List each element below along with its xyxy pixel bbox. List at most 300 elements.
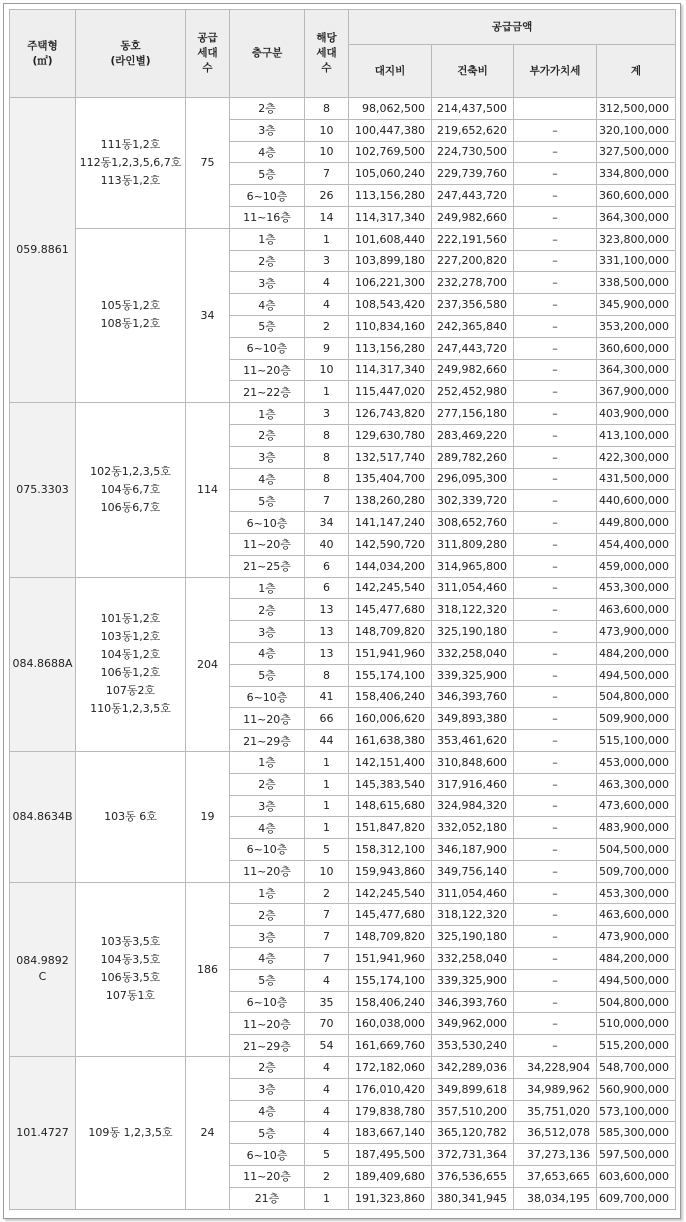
- vat-cell: 38,034,195: [514, 1187, 597, 1209]
- land-cost-cell: 142,151,400: [349, 751, 432, 773]
- building-cost-cell: 324,984,320: [432, 795, 514, 817]
- header-dong: 동호 (라인별): [76, 10, 186, 98]
- header-total: 계: [597, 45, 676, 98]
- supply-units-cell: 34: [186, 228, 230, 402]
- total-cell: 509,700,000: [597, 860, 676, 882]
- header-building: 건축비: [432, 45, 514, 98]
- land-cost-cell: 113,156,280: [349, 185, 432, 207]
- table-row: [10, 98, 676, 120]
- table-frame: [3, 3, 681, 1219]
- total-cell: 327,500,000: [597, 141, 676, 163]
- floor-cell: 6~10층: [230, 1144, 305, 1166]
- total-cell: 509,900,000: [597, 708, 676, 730]
- dong-line: 103동 6호: [104, 809, 157, 823]
- land-cost-cell: 176,010,420: [349, 1078, 432, 1100]
- floor-cell: 2층: [230, 904, 305, 926]
- vat-cell: –: [514, 882, 597, 904]
- vat-cell: –: [514, 294, 597, 316]
- unit-count-cell: 1: [305, 381, 349, 403]
- table-header: [10, 10, 676, 98]
- unit-count-cell: 13: [305, 621, 349, 643]
- floor-cell: 3층: [230, 272, 305, 294]
- unit-count-cell: 14: [305, 206, 349, 228]
- land-cost-cell: 114,317,340: [349, 359, 432, 381]
- land-cost-cell: 110,834,160: [349, 315, 432, 337]
- land-cost-cell: 126,743,820: [349, 403, 432, 425]
- unit-type-cell: 084.9892 C: [10, 882, 76, 1056]
- floor-cell: 21~22층: [230, 381, 305, 403]
- land-cost-cell: 158,406,240: [349, 686, 432, 708]
- total-cell: 312,500,000: [597, 98, 676, 120]
- land-cost-cell: 135,404,700: [349, 468, 432, 490]
- dong-lines-cell: [76, 403, 186, 577]
- vat-cell: –: [514, 381, 597, 403]
- vat-cell: –: [514, 795, 597, 817]
- unit-count-cell: 8: [305, 664, 349, 686]
- building-cost-cell: 346,393,760: [432, 686, 514, 708]
- total-cell: 360,600,000: [597, 337, 676, 359]
- floor-cell: 11~16층: [230, 206, 305, 228]
- total-cell: 323,800,000: [597, 228, 676, 250]
- unit-count-cell: 10: [305, 119, 349, 141]
- unit-count-cell: 10: [305, 860, 349, 882]
- supply-price-table: [9, 9, 676, 1210]
- building-cost-cell: 318,122,320: [432, 904, 514, 926]
- unit-count-cell: 1: [305, 817, 349, 839]
- unit-count-cell: 3: [305, 250, 349, 272]
- total-cell: 331,100,000: [597, 250, 676, 272]
- unit-count-cell: 7: [305, 163, 349, 185]
- land-cost-cell: 183,667,140: [349, 1122, 432, 1144]
- floor-cell: 2층: [230, 599, 305, 621]
- total-cell: 515,200,000: [597, 1035, 676, 1057]
- floor-cell: 11~20층: [230, 860, 305, 882]
- total-cell: 560,900,000: [597, 1078, 676, 1100]
- floor-cell: 2층: [230, 424, 305, 446]
- unit-count-cell: 54: [305, 1035, 349, 1057]
- unit-count-cell: 4: [305, 272, 349, 294]
- total-cell: 453,300,000: [597, 577, 676, 599]
- land-cost-cell: 129,630,780: [349, 424, 432, 446]
- dong-line: 107동2호: [105, 684, 156, 698]
- unit-count-cell: 8: [305, 468, 349, 490]
- total-cell: 484,200,000: [597, 642, 676, 664]
- building-cost-cell: 353,530,240: [432, 1035, 514, 1057]
- total-cell: 494,500,000: [597, 664, 676, 686]
- vat-cell: 35,751,020: [514, 1100, 597, 1122]
- supply-units-cell: 75: [186, 98, 230, 229]
- land-cost-cell: 160,038,000: [349, 1013, 432, 1035]
- unit-count-cell: 5: [305, 1144, 349, 1166]
- unit-count-cell: 70: [305, 1013, 349, 1035]
- land-cost-cell: 148,615,680: [349, 795, 432, 817]
- table-body: [10, 98, 676, 1210]
- vat-cell: –: [514, 642, 597, 664]
- land-cost-cell: 145,383,540: [349, 773, 432, 795]
- total-cell: 585,300,000: [597, 1122, 676, 1144]
- building-cost-cell: 296,095,300: [432, 468, 514, 490]
- header-supply-units: 공급 세대 수: [186, 10, 230, 98]
- floor-cell: 4층: [230, 294, 305, 316]
- header-floor: 층구분: [230, 10, 305, 98]
- floor-cell: 21~25층: [230, 555, 305, 577]
- vat-cell: 34,989,962: [514, 1078, 597, 1100]
- land-cost-cell: 132,517,740: [349, 446, 432, 468]
- vat-cell: –: [514, 446, 597, 468]
- land-cost-cell: 114,317,340: [349, 206, 432, 228]
- land-cost-cell: 100,447,380: [349, 119, 432, 141]
- building-cost-cell: 325,190,180: [432, 621, 514, 643]
- unit-count-cell: 6: [305, 555, 349, 577]
- supply-units-cell: 204: [186, 577, 230, 751]
- dong-line: 106동6,7호: [100, 500, 161, 514]
- total-cell: 338,500,000: [597, 272, 676, 294]
- total-cell: 403,900,000: [597, 403, 676, 425]
- vat-cell: –: [514, 490, 597, 512]
- building-cost-cell: 376,536,655: [432, 1166, 514, 1188]
- dong-line: 109동 1,2,3,5호: [88, 1125, 173, 1139]
- building-cost-cell: 302,339,720: [432, 490, 514, 512]
- vat-cell: –: [514, 403, 597, 425]
- total-cell: 473,600,000: [597, 795, 676, 817]
- header-amount: 공급금액: [349, 10, 676, 45]
- total-cell: 473,900,000: [597, 926, 676, 948]
- vat-cell: –: [514, 599, 597, 621]
- building-cost-cell: 311,809,280: [432, 533, 514, 555]
- vat-cell: –: [514, 185, 597, 207]
- total-cell: 413,100,000: [597, 424, 676, 446]
- dong-lines-cell: [76, 882, 186, 1056]
- vat-cell: –: [514, 708, 597, 730]
- building-cost-cell: 247,443,720: [432, 337, 514, 359]
- building-cost-cell: 349,756,140: [432, 860, 514, 882]
- unit-count-cell: 4: [305, 969, 349, 991]
- building-cost-cell: 249,982,660: [432, 359, 514, 381]
- unit-type-cell: 084.8634B: [10, 751, 76, 882]
- unit-count-cell: 2: [305, 1166, 349, 1188]
- vat-cell: –: [514, 555, 597, 577]
- total-cell: 440,600,000: [597, 490, 676, 512]
- building-cost-cell: 227,200,820: [432, 250, 514, 272]
- land-cost-cell: 145,477,680: [349, 599, 432, 621]
- land-cost-cell: 191,323,860: [349, 1187, 432, 1209]
- dong-line: 105동1,2호: [100, 299, 161, 313]
- building-cost-cell: 242,365,840: [432, 315, 514, 337]
- dong-line: 104동1,2호: [100, 648, 161, 662]
- unit-count-cell: 2: [305, 315, 349, 337]
- building-cost-cell: 332,258,040: [432, 948, 514, 970]
- vat-cell: –: [514, 468, 597, 490]
- dong-lines-cell: [76, 228, 186, 402]
- unit-count-cell: 5: [305, 839, 349, 861]
- land-cost-cell: 155,174,100: [349, 969, 432, 991]
- floor-cell: 6~10층: [230, 991, 305, 1013]
- floor-cell: 11~20층: [230, 533, 305, 555]
- floor-cell: 6~10층: [230, 686, 305, 708]
- floor-cell: 4층: [230, 468, 305, 490]
- unit-count-cell: 4: [305, 1057, 349, 1079]
- vat-cell: –: [514, 141, 597, 163]
- vat-cell: –: [514, 904, 597, 926]
- unit-count-cell: 1: [305, 773, 349, 795]
- building-cost-cell: 325,190,180: [432, 926, 514, 948]
- floor-cell: 3층: [230, 446, 305, 468]
- land-cost-cell: 159,943,860: [349, 860, 432, 882]
- vat-cell: –: [514, 686, 597, 708]
- land-cost-cell: 155,174,100: [349, 664, 432, 686]
- building-cost-cell: 249,982,660: [432, 206, 514, 228]
- land-cost-cell: 158,312,100: [349, 839, 432, 861]
- unit-count-cell: 41: [305, 686, 349, 708]
- unit-count-cell: 1: [305, 1187, 349, 1209]
- floor-cell: 5층: [230, 1122, 305, 1144]
- supply-units-cell: 19: [186, 751, 230, 882]
- vat-cell: –: [514, 1013, 597, 1035]
- unit-count-cell: 13: [305, 642, 349, 664]
- vat-cell: –: [514, 860, 597, 882]
- unit-count-cell: 4: [305, 1122, 349, 1144]
- total-cell: 463,600,000: [597, 904, 676, 926]
- unit-count-cell: 1: [305, 751, 349, 773]
- unit-count-cell: 7: [305, 490, 349, 512]
- unit-count-cell: 6: [305, 577, 349, 599]
- floor-cell: 21~29층: [230, 730, 305, 752]
- supply-units-cell: 114: [186, 403, 230, 577]
- vat-cell: –: [514, 751, 597, 773]
- building-cost-cell: 342,289,036: [432, 1057, 514, 1079]
- floor-cell: 5층: [230, 490, 305, 512]
- table-row: [10, 882, 676, 904]
- land-cost-cell: 151,941,960: [349, 642, 432, 664]
- floor-cell: 3층: [230, 926, 305, 948]
- unit-type-cell: 101.4727: [10, 1057, 76, 1210]
- land-cost-cell: 141,147,240: [349, 512, 432, 534]
- dong-line: 106동1,2호: [100, 666, 161, 680]
- building-cost-cell: 346,187,900: [432, 839, 514, 861]
- building-cost-cell: 339,325,900: [432, 664, 514, 686]
- unit-count-cell: 8: [305, 98, 349, 120]
- land-cost-cell: 142,245,540: [349, 882, 432, 904]
- floor-cell: 21~29층: [230, 1035, 305, 1057]
- unit-type-cell: 084.8688A: [10, 577, 76, 751]
- unit-count-cell: 10: [305, 359, 349, 381]
- floor-cell: 3층: [230, 1078, 305, 1100]
- table-row: [10, 403, 676, 425]
- table-row: [10, 577, 676, 599]
- unit-count-cell: 66: [305, 708, 349, 730]
- floor-cell: 1층: [230, 882, 305, 904]
- floor-cell: 11~20층: [230, 708, 305, 730]
- floor-cell: 4층: [230, 642, 305, 664]
- building-cost-cell: 332,052,180: [432, 817, 514, 839]
- dong-line: 111동1,2호: [100, 137, 161, 151]
- floor-cell: 3층: [230, 795, 305, 817]
- total-cell: 360,600,000: [597, 185, 676, 207]
- dong-line: 108동1,2호: [100, 317, 161, 331]
- total-cell: 515,100,000: [597, 730, 676, 752]
- table-row: [10, 751, 676, 773]
- total-cell: 483,900,000: [597, 817, 676, 839]
- unit-count-cell: 7: [305, 948, 349, 970]
- building-cost-cell: 247,443,720: [432, 185, 514, 207]
- unit-count-cell: 4: [305, 1100, 349, 1122]
- dong-lines-cell: [76, 1057, 186, 1210]
- unit-count-cell: 2: [305, 882, 349, 904]
- floor-cell: 3층: [230, 621, 305, 643]
- land-cost-cell: 148,709,820: [349, 621, 432, 643]
- building-cost-cell: 311,054,460: [432, 577, 514, 599]
- dong-line: 103동1,2호: [100, 630, 161, 644]
- floor-cell: 1층: [230, 403, 305, 425]
- land-cost-cell: 142,245,540: [349, 577, 432, 599]
- land-cost-cell: 115,447,020: [349, 381, 432, 403]
- vat-cell: –: [514, 1035, 597, 1057]
- unit-count-cell: 35: [305, 991, 349, 1013]
- dong-line: 104동6,7호: [100, 482, 161, 496]
- floor-cell: 4층: [230, 817, 305, 839]
- building-cost-cell: 219,652,620: [432, 119, 514, 141]
- building-cost-cell: 283,469,220: [432, 424, 514, 446]
- total-cell: 548,700,000: [597, 1057, 676, 1079]
- land-cost-cell: 102,769,500: [349, 141, 432, 163]
- unit-count-cell: 3: [305, 403, 349, 425]
- building-cost-cell: 289,782,260: [432, 446, 514, 468]
- vat-cell: –: [514, 577, 597, 599]
- vat-cell: –: [514, 337, 597, 359]
- land-cost-cell: 108,543,420: [349, 294, 432, 316]
- vat-cell: 37,653,665: [514, 1166, 597, 1188]
- vat-cell: –: [514, 250, 597, 272]
- vat-cell: –: [514, 163, 597, 185]
- vat-cell: –: [514, 119, 597, 141]
- building-cost-cell: 339,325,900: [432, 969, 514, 991]
- floor-cell: 2층: [230, 250, 305, 272]
- unit-count-cell: 8: [305, 446, 349, 468]
- vat-cell: –: [514, 424, 597, 446]
- building-cost-cell: 310,848,600: [432, 751, 514, 773]
- total-cell: 453,000,000: [597, 751, 676, 773]
- total-cell: 473,900,000: [597, 621, 676, 643]
- vat-cell: –: [514, 621, 597, 643]
- table-row: [10, 228, 676, 250]
- floor-cell: 5층: [230, 664, 305, 686]
- land-cost-cell: 151,847,820: [349, 817, 432, 839]
- unit-count-cell: 7: [305, 904, 349, 926]
- floor-cell: 1층: [230, 751, 305, 773]
- dong-lines-cell: [76, 751, 186, 882]
- building-cost-cell: 214,437,500: [432, 98, 514, 120]
- building-cost-cell: 224,730,500: [432, 141, 514, 163]
- land-cost-cell: 151,941,960: [349, 948, 432, 970]
- land-cost-cell: 142,590,720: [349, 533, 432, 555]
- vat-cell: –: [514, 359, 597, 381]
- building-cost-cell: 349,899,618: [432, 1078, 514, 1100]
- floor-cell: 6~10층: [230, 337, 305, 359]
- dong-line: 102동1,2,3,5호: [90, 464, 171, 478]
- land-cost-cell: 148,709,820: [349, 926, 432, 948]
- floor-cell: 11~20층: [230, 1166, 305, 1188]
- floor-cell: 6~10층: [230, 512, 305, 534]
- total-cell: 345,900,000: [597, 294, 676, 316]
- floor-cell: 1층: [230, 577, 305, 599]
- floor-cell: 11~20층: [230, 359, 305, 381]
- total-cell: 504,500,000: [597, 839, 676, 861]
- vat-cell: –: [514, 533, 597, 555]
- floor-cell: 4층: [230, 1100, 305, 1122]
- building-cost-cell: 349,962,000: [432, 1013, 514, 1035]
- land-cost-cell: 189,409,680: [349, 1166, 432, 1188]
- land-cost-cell: 113,156,280: [349, 337, 432, 359]
- vat-cell: –: [514, 991, 597, 1013]
- vat-cell: –: [514, 773, 597, 795]
- building-cost-cell: 317,916,460: [432, 773, 514, 795]
- floor-cell: 11~20층: [230, 1013, 305, 1035]
- total-cell: 494,500,000: [597, 969, 676, 991]
- floor-cell: 2층: [230, 98, 305, 120]
- vat-cell: –: [514, 969, 597, 991]
- total-cell: 364,300,000: [597, 206, 676, 228]
- building-cost-cell: 332,258,040: [432, 642, 514, 664]
- total-cell: 453,300,000: [597, 882, 676, 904]
- total-cell: 431,500,000: [597, 468, 676, 490]
- header-land: 대지비: [349, 45, 432, 98]
- floor-cell: 1층: [230, 228, 305, 250]
- land-cost-cell: 187,495,500: [349, 1144, 432, 1166]
- vat-cell: –: [514, 315, 597, 337]
- dong-line: 103동3,5호: [100, 935, 161, 949]
- total-cell: 504,800,000: [597, 686, 676, 708]
- header-units: 해당 세대 수: [305, 10, 349, 98]
- building-cost-cell: 222,191,560: [432, 228, 514, 250]
- total-cell: 463,600,000: [597, 599, 676, 621]
- floor-cell: 4층: [230, 948, 305, 970]
- building-cost-cell: 318,122,320: [432, 599, 514, 621]
- land-cost-cell: 103,899,180: [349, 250, 432, 272]
- total-cell: 449,800,000: [597, 512, 676, 534]
- total-cell: 573,100,000: [597, 1100, 676, 1122]
- building-cost-cell: 349,893,380: [432, 708, 514, 730]
- dong-line: 113동1,2호: [100, 173, 161, 187]
- building-cost-cell: 365,120,782: [432, 1122, 514, 1144]
- land-cost-cell: 161,638,380: [349, 730, 432, 752]
- dong-line: 110동1,2,3,5호: [90, 702, 171, 716]
- unit-count-cell: 9: [305, 337, 349, 359]
- land-cost-cell: 158,406,240: [349, 991, 432, 1013]
- table-row: [10, 1057, 676, 1079]
- land-cost-cell: 106,221,300: [349, 272, 432, 294]
- unit-count-cell: 4: [305, 1078, 349, 1100]
- floor-cell: 5층: [230, 315, 305, 337]
- vat-cell: –: [514, 926, 597, 948]
- floor-cell: 4층: [230, 141, 305, 163]
- building-cost-cell: 308,652,760: [432, 512, 514, 534]
- unit-type-cell: 075.3303: [10, 403, 76, 577]
- total-cell: 597,500,000: [597, 1144, 676, 1166]
- dong-line: 101동1,2호: [100, 612, 161, 626]
- land-cost-cell: 172,182,060: [349, 1057, 432, 1079]
- unit-count-cell: 8: [305, 424, 349, 446]
- vat-cell: –: [514, 512, 597, 534]
- building-cost-cell: 237,356,580: [432, 294, 514, 316]
- vat-cell: [514, 98, 597, 120]
- building-cost-cell: 277,156,180: [432, 403, 514, 425]
- floor-cell: 6~10층: [230, 839, 305, 861]
- land-cost-cell: 145,477,680: [349, 904, 432, 926]
- vat-cell: –: [514, 839, 597, 861]
- total-cell: 320,100,000: [597, 119, 676, 141]
- dong-line: 112동1,2,3,5,6,7호: [79, 155, 182, 169]
- total-cell: 353,200,000: [597, 315, 676, 337]
